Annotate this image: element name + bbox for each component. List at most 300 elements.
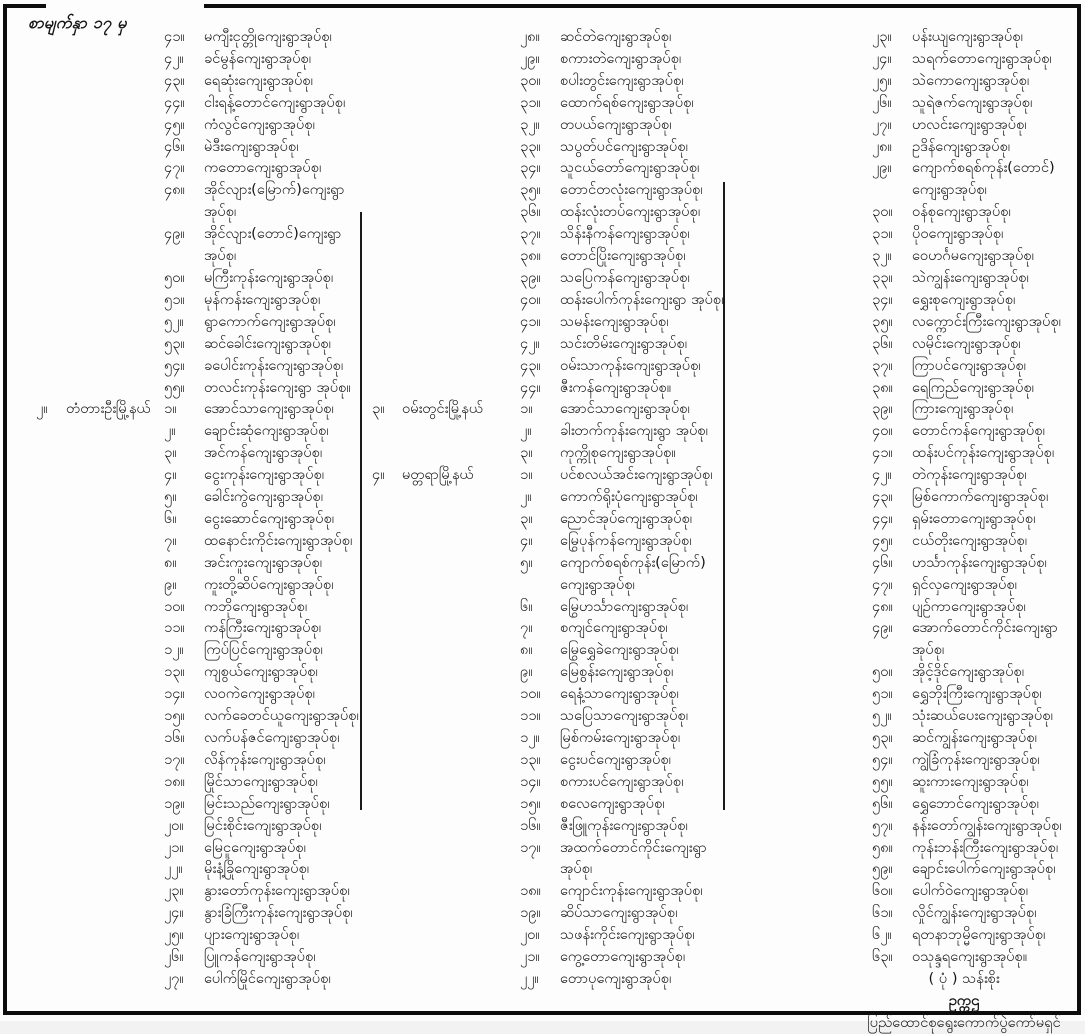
township-name: မတ္တရာမြို့နယ် — [402, 466, 474, 484]
township-number: ၂။ — [36, 400, 48, 418]
village-item — [520, 749, 730, 771]
item-number: ၂၇။ — [872, 115, 892, 133]
item-name: မြိုင်သာကျေးရွာအုပ်စု၊ — [204, 772, 318, 790]
item-name: ကျစွယ်ကျေးရွာအုပ်စု၊ — [204, 663, 318, 681]
village-item — [520, 398, 730, 420]
village-item — [164, 420, 368, 442]
village-item — [872, 661, 1082, 683]
item-name: ခင်မွန်ကျေးရွာအုပ်စု၊ — [204, 49, 312, 67]
village-item — [520, 136, 730, 158]
village-item — [872, 596, 1082, 618]
village-item — [872, 333, 1082, 355]
item-number: ၃၃။ — [520, 137, 541, 155]
item-name: မကျီးငုတ္တိုကျေးရွာအုပ်စု၊ — [204, 28, 332, 45]
item-name: အောင်သာကျေးရွာအုပ်စု၊ — [204, 400, 334, 418]
item-number: ၇။ — [520, 619, 533, 637]
village-item — [164, 267, 368, 289]
item-number: ၅၂။ — [872, 707, 892, 725]
item-number: ၃။ — [164, 444, 177, 462]
item-number: ၁၀။ — [520, 685, 541, 703]
village-item — [872, 727, 1082, 749]
item-name: လက်ခေတင်ယူကျေးရွာအုပ်စု၊ — [204, 707, 359, 725]
village-item — [164, 442, 368, 464]
item-name: ချောင်းပေါက်ကျေးရွာအုပ်စု၊ — [912, 860, 1056, 878]
item-name: ပြူကန်ကျေးရွာအုပ်စု၊ — [204, 948, 316, 966]
village-item — [164, 639, 368, 661]
village-item — [164, 92, 368, 114]
item-name: တပယ်ကျေးရွာအုပ်စု၊ — [560, 115, 672, 133]
village-item — [520, 727, 730, 749]
item-name: မြစ်ကောက်ကျေးရွာအုပ်စု၊ — [912, 488, 1049, 506]
village-item — [164, 793, 368, 815]
village-item — [872, 880, 1082, 902]
village-item — [520, 815, 730, 837]
item-number: ၂၃။ — [872, 28, 892, 45]
item-number: ၄၀။ — [520, 290, 541, 308]
item-number: ၅။ — [520, 553, 533, 571]
item-number: ၆။ — [164, 509, 177, 527]
item-name: ဇီးကန်ကျေးရွာအုပ်စု။ — [560, 378, 672, 396]
item-name: ကူးတို့ဆိပ်ကျေးရွာအုပ်စု၊ — [204, 575, 334, 593]
item-name: လဝကဲကျေးရွာအုပ်စု၊ — [204, 685, 315, 703]
item-name: ကျောက်စရစ်ကုန်း(မြောက်) ကျေးရွာအုပ်စု၊ — [560, 553, 706, 593]
item-name: အိုင့်ဒိုင်ကျေးရွာအုပ်စု၊ — [912, 663, 1025, 681]
village-item — [872, 420, 1082, 442]
item-name: သုံးဆယ်ပေးကျေးရွာအုပ်စု၊ — [912, 707, 1053, 725]
item-name: သပွတ်ပင်ကျေးရွာအုပ်စု၊ — [560, 137, 688, 155]
column-divider-1 — [360, 212, 362, 810]
village-item — [872, 617, 1082, 661]
item-number: ၂၄။ — [164, 904, 184, 922]
village-item — [520, 946, 730, 968]
item-name: ထန်းပင်ကုန်းကျေးရွာအုပ်စု၊ — [912, 444, 1055, 462]
item-name: ခါးတက်ကုန်းကျေးရွာ အုပ်စု၊ — [560, 422, 708, 440]
village-item — [872, 815, 1082, 837]
item-number: ၅၈။ — [872, 838, 893, 856]
township-block — [36, 398, 368, 989]
village-item — [164, 552, 368, 574]
item-number: ၈။ — [520, 641, 533, 659]
item-name: ကျောင်းကုန်းကျေးရွာအုပ်စု၊ — [560, 882, 703, 900]
item-name: ဆင်ခေါင်းကျေးရွာအုပ်စု၊ — [204, 334, 331, 352]
item-name: မြွေပုန်ကန်ကျေးရွာအုပ်စု၊ — [560, 531, 692, 549]
item-number: ၄၁။ — [872, 444, 893, 462]
item-number: ၃၀။ — [520, 71, 541, 89]
item-number: ၃၄။ — [520, 159, 541, 177]
item-name: ဆူးကားကျေးရွာအုပ်စု၊ — [912, 772, 1029, 790]
township-label — [36, 398, 164, 420]
item-number: ၂၂။ — [164, 860, 183, 878]
item-number: ၂၅။ — [164, 926, 184, 944]
item-name: ရေကြည်ကျေးရွာအုပ်စု၊ — [912, 378, 1034, 396]
village-item — [872, 136, 1082, 158]
item-number: ၂၅။ — [872, 71, 892, 89]
village-item — [872, 311, 1082, 333]
item-number: ၁၅။ — [520, 794, 541, 812]
item-name: ဝသုန္ဒရကျေးရွာအုပ်စု။ — [912, 948, 1028, 966]
item-number: ၁၆။ — [164, 729, 185, 746]
item-number: ၅။ — [164, 488, 177, 506]
village-item — [872, 683, 1082, 705]
item-name: ပင်စလယ်အင်းကျေးရွာအုပ်စု၊ — [560, 466, 713, 484]
village-item — [520, 552, 730, 596]
village-item — [872, 837, 1082, 859]
item-name: ပျဉ်ကာကျေးရွာအုပ်စု၊ — [912, 597, 1026, 615]
village-item — [520, 617, 730, 639]
village-item — [520, 48, 730, 70]
item-number: ၅၄။ — [164, 356, 185, 374]
item-number: ၄၉။ — [872, 619, 893, 637]
item-number: ၁၆။ — [520, 816, 541, 834]
village-item — [164, 837, 368, 859]
township-name: ဝမ်းတွင်းမြို့နယ် — [402, 400, 484, 418]
village-item — [520, 377, 730, 399]
item-number: ၃၅။ — [520, 181, 541, 199]
item-number: ၃၁။ — [520, 93, 541, 111]
item-name: ရေဆုံးကျေးရွာအုပ်စု၊ — [204, 71, 313, 89]
township-block — [872, 26, 1082, 968]
village-item — [520, 26, 730, 48]
village-item — [164, 727, 368, 749]
scan-notch — [46, 0, 204, 9]
item-number: ၄၄။ — [872, 509, 893, 527]
item-name: မြွေရွှေခဲကျေးရွာအုပ်စု၊ — [560, 641, 679, 659]
item-name: အိုင်လျား(မြောက်)ကျေးရွာ အုပ်စု၊ — [204, 181, 345, 221]
village-item — [872, 946, 1082, 968]
column-1 — [36, 26, 368, 990]
village-item — [520, 267, 730, 289]
village-item — [520, 70, 730, 92]
item-number: ၁၃။ — [520, 750, 541, 768]
item-number: ၃၀။ — [872, 203, 893, 221]
item-number: ၄၆။ — [164, 137, 185, 155]
item-number: ၂၈။ — [872, 137, 892, 155]
item-name: ငွေးကုန်းကျေးရွာအုပ်စု၊ — [204, 466, 325, 484]
item-number: ၂၃။ — [164, 882, 184, 900]
item-name: မြင်းသည်ကျေးရွာအုပ်စု၊ — [204, 794, 330, 812]
item-number: ၁၉။ — [520, 904, 541, 922]
item-number: ၁၇။ — [164, 750, 185, 768]
item-number: ၄၂။ — [520, 334, 540, 352]
item-name: တောင်ကန်ကျေးရွာအုပ်စု၊ — [912, 422, 1045, 440]
item-number: ၁၀။ — [164, 597, 185, 615]
village-item — [872, 70, 1082, 92]
item-name: နွားတော်ကုန်းကျေးရွာအုပ်စု၊ — [204, 882, 350, 900]
item-number: ၃။ — [520, 444, 533, 462]
item-number: ၁၈။ — [520, 882, 541, 900]
village-item — [872, 749, 1082, 771]
item-number: ၅၅။ — [164, 378, 185, 396]
village-item — [520, 92, 730, 114]
item-number: ၃၄။ — [872, 290, 893, 308]
village-item — [164, 858, 368, 880]
item-number: ၃၉။ — [872, 400, 893, 418]
village-item — [872, 92, 1082, 114]
item-number: ၆၁။ — [872, 904, 893, 922]
village-item — [872, 267, 1082, 289]
item-number: ၂၉။ — [520, 49, 540, 67]
village-item — [872, 398, 1082, 420]
item-number: ၂။ — [520, 422, 532, 440]
item-number: ၁၄။ — [520, 772, 541, 790]
item-name: သပြေသာကျေးရွာအုပ်စု၊ — [560, 707, 689, 725]
item-number: ၉။ — [520, 663, 533, 681]
item-name: ဆိပ်သာကျေးရွာအုပ်စု၊ — [560, 904, 678, 922]
village-item — [164, 157, 368, 179]
item-number: ၅၄။ — [872, 750, 893, 768]
township-block — [372, 398, 730, 464]
item-name: ကြပ်ပြင်ကျေးရွာအုပ်စု၊ — [204, 641, 323, 659]
item-number: ၄၅။ — [872, 531, 893, 549]
item-name: ကန်ကြီးကျေးရွာအုပ်စု၊ — [204, 619, 322, 637]
signature-block — [838, 968, 1085, 1034]
item-number: ၃၁။ — [872, 225, 893, 243]
item-number: ၁။ — [520, 400, 533, 418]
township-block — [372, 464, 730, 990]
village-item — [872, 289, 1082, 311]
item-number: ၁၉။ — [164, 794, 185, 812]
item-number: ၅၃။ — [164, 334, 185, 352]
item-name: ကံလွင်ကျေးရွာအုပ်စု၊ — [204, 115, 315, 133]
signature-name: ( ပုံ ) သန်းစိုး — [928, 969, 1000, 987]
item-name: ကတောကျေးရွာအုပ်စု၊ — [204, 159, 322, 177]
item-name: ကျွဲခြံကုန်းကျေးရွာအုပ်စု၊ — [912, 750, 1040, 768]
item-number: ၁။ — [164, 400, 177, 418]
village-item — [164, 48, 368, 70]
village-item — [520, 333, 730, 355]
village-item — [872, 48, 1082, 70]
item-name: ဟင်္သာကုန်းကျေးရွာအုပ်စု၊ — [912, 553, 1047, 571]
village-item — [872, 464, 1082, 486]
item-name: သရက်တောကျေးရွာအုပ်စု၊ — [912, 49, 1052, 67]
village-list — [164, 26, 368, 398]
village-item — [164, 289, 368, 311]
village-item — [872, 486, 1082, 508]
village-item — [520, 924, 730, 946]
item-number: ၄၈။ — [872, 597, 893, 615]
item-name: အိုင်လျား(တောင်)ကျေးရွာ အုပ်စု၊ — [204, 225, 342, 265]
item-name: သူငယ်တော်ကျေးရွာအုပ်စု၊ — [560, 159, 700, 177]
item-name: သင်းတိမ်းကျေးရွာအုပ်စု၊ — [560, 334, 687, 352]
item-number: ၅၇။ — [872, 816, 893, 834]
township-block — [372, 26, 730, 398]
item-number: ၄၁။ — [164, 28, 185, 45]
item-name: ပေါက်မြိုင်ကျေးရွာအုပ်စု၊ — [204, 969, 331, 987]
item-name: ရတနာဘုမ္မိကျေးရွာအုပ်စု၊ — [912, 926, 1046, 944]
village-item — [164, 136, 368, 158]
item-number: ၂၉။ — [872, 159, 892, 177]
item-name: တောင်ပြိုးကျေးရွာအုပ်စု၊ — [560, 247, 686, 265]
item-name: စကျင်ကျေးရွာအုပ်စု၊ — [560, 619, 668, 637]
item-number: ၄၇။ — [164, 159, 185, 177]
item-name: ဝန်စုကျေးရွာအုပ်စု၊ — [912, 203, 1011, 221]
item-name: ပိုဝကျေးရွာအုပ်စု၊ — [912, 225, 1004, 243]
item-number: ၅၀။ — [872, 663, 893, 681]
item-number: ၂။ — [520, 488, 532, 506]
item-number: ၆။ — [520, 597, 533, 615]
item-number: ၈။ — [164, 553, 177, 571]
item-name: မိုးနံ့ခြိုကျေးရွာအုပ်စု၊ — [204, 860, 310, 878]
item-name: ဇီးဖြူကုန်းကျေးရွာအုပ်စု၊ — [560, 816, 688, 834]
village-item — [872, 442, 1082, 464]
village-item — [520, 508, 730, 530]
item-number: ၅၁။ — [872, 685, 893, 703]
village-item — [164, 486, 368, 508]
item-name: မြေစွန်းကျေးရွာအုပ်စု၊ — [560, 663, 674, 681]
township-label — [372, 464, 520, 486]
village-item — [872, 201, 1082, 223]
item-name: သဲကောကျေးရွာအုပ်စု၊ — [912, 71, 1030, 89]
item-name: ဆင်တဲကျေးရွာအုပ်စု၊ — [560, 28, 672, 45]
village-item — [164, 508, 368, 530]
village-item — [164, 179, 368, 223]
village-item — [872, 508, 1082, 530]
item-number: ၃၅။ — [872, 312, 893, 330]
item-number: ၅၉။ — [872, 860, 893, 878]
village-item — [164, 749, 368, 771]
village-list — [872, 26, 1082, 968]
item-name: ရွှေဘောင်ကျေးရွာအုပ်စု၊ — [912, 794, 1039, 812]
item-name: ဝမ်းသာကုန်းကျေးရွာအုပ်စု၊ — [560, 356, 701, 374]
village-item — [164, 596, 368, 618]
item-name: ရေနံ့သာကျေးရွာအုပ်စု၊ — [560, 685, 679, 703]
item-number: ၄၄။ — [520, 378, 541, 396]
village-item — [872, 552, 1082, 574]
item-name: ငွေးပင်ကျေးရွာအုပ်စု၊ — [560, 750, 671, 768]
item-number: ၄၂။ — [872, 466, 892, 484]
item-number: ၄။ — [164, 466, 177, 484]
item-number: ၄၅။ — [164, 115, 185, 133]
item-name: အထက်တောင်ကိုင်းကျေးရွာ အုပ်စု၊ — [560, 838, 707, 878]
continued-from-page-note: စာမျက်နှာ ၁၇ မှ — [28, 13, 127, 32]
item-name: ထောက်ရစ်ကျေးရွာအုပ်စု၊ — [560, 93, 694, 111]
village-item — [872, 223, 1082, 245]
item-name: ရှင်လှကျေးရွာအုပ်စု၊ — [912, 575, 1017, 593]
item-name: သဖန်းကိုင်းကျေးရွာအုပ်စု၊ — [560, 926, 695, 944]
item-number: ၃၇။ — [520, 225, 541, 243]
item-name: အောင်သာကျေးရွာအုပ်စု၊ — [560, 400, 690, 418]
village-list — [520, 26, 730, 398]
item-number: ၄၃။ — [520, 356, 541, 374]
item-name: ငွေးဆောင်ကျေးရွာအုပ်စု၊ — [204, 509, 335, 527]
item-number: ၂၄။ — [872, 49, 892, 67]
item-name: ခပေါင်းကုန်းကျေးရွာအုပ်စု၊ — [204, 356, 344, 374]
village-item — [164, 661, 368, 683]
village-item — [872, 157, 1082, 201]
item-number: ၄၈။ — [164, 181, 185, 199]
item-name: ရှမ်းတောကျေးရွာအုပ်စု၊ — [912, 509, 1036, 527]
item-name: ကြားကျေးရွာအုပ်စု၊ — [912, 400, 1014, 418]
item-number: ၃၆။ — [520, 203, 541, 221]
item-number: ၁၅။ — [164, 707, 185, 725]
village-item — [520, 683, 730, 705]
item-name: အင်ကန်ကျေးရွာအုပ်စု၊ — [204, 444, 323, 462]
item-name: လိန်ကုန်းကျေးရွာအုပ်စု၊ — [204, 750, 326, 768]
village-item — [872, 574, 1082, 596]
village-item — [164, 574, 368, 596]
village-item — [520, 793, 730, 815]
village-list — [520, 398, 730, 464]
column-2-blocks — [372, 26, 730, 990]
item-number: ၁။ — [520, 466, 533, 484]
village-item — [520, 355, 730, 377]
item-name: နန်းတော်ကျွန်းကျေးရွာအုပ်စု၊ — [912, 816, 1062, 834]
item-number: ၄၂။ — [164, 49, 184, 67]
village-item — [872, 377, 1082, 399]
item-name: မဲဒီးကျေးရွာအုပ်စု၊ — [204, 137, 299, 155]
item-number: ၄၄။ — [164, 93, 185, 111]
item-number: ၁၂။ — [164, 641, 184, 659]
item-number: ၂၆။ — [872, 93, 892, 111]
item-name: လက္ကောင်းကြီးကျေးရွာအုပ်စု၊ — [912, 312, 1061, 330]
item-number: ၄၃။ — [164, 71, 185, 89]
item-number: ၃၈။ — [520, 247, 541, 265]
column-2 — [372, 26, 730, 990]
item-number: ၄၆။ — [872, 553, 893, 571]
village-item — [520, 837, 730, 881]
item-name: သပြေကန်ကျေးရွာအုပ်စု၊ — [560, 268, 690, 286]
village-item — [164, 924, 368, 946]
village-item — [520, 245, 730, 267]
village-item — [520, 771, 730, 793]
column-1-blocks — [36, 26, 368, 990]
item-name: ပန်းယျကျေးရွာအုပ်စု၊ — [912, 28, 1023, 45]
village-item — [520, 639, 730, 661]
item-number: ၅၆။ — [872, 794, 893, 812]
item-name: ရွာကောက်ကျေးရွာအုပ်စု၊ — [204, 312, 336, 330]
village-item — [520, 705, 730, 727]
item-name: မြေငူကျေးရွာအုပ်စု၊ — [204, 838, 306, 856]
village-item — [872, 924, 1082, 946]
column-3-blocks — [872, 26, 1082, 968]
item-name: တလင်းကုန်းကျေးရွာ အုပ်စု။ — [204, 378, 351, 396]
village-item — [872, 355, 1082, 377]
item-number: ၂။ — [164, 422, 176, 440]
item-number: ၁၂။ — [520, 729, 540, 746]
village-item — [164, 815, 368, 837]
item-number: ၂၀။ — [520, 926, 540, 944]
village-list — [164, 398, 368, 989]
village-item — [872, 26, 1082, 48]
item-number: ၃၆။ — [872, 334, 893, 352]
item-name: မကြီးကုန်းကျေးရွာအုပ်စု၊ — [204, 268, 334, 286]
item-name: ဝေဟင်္ဂမကျေးရွာအုပ်စု၊ — [912, 247, 1034, 265]
item-name: မုန်ကန်းကျေးရွာအုပ်စု၊ — [204, 290, 321, 308]
village-item — [520, 486, 730, 508]
column-3 — [867, 26, 1082, 1034]
village-item — [872, 245, 1082, 267]
item-name: ကြာပင်ကျေးရွာအုပ်စု၊ — [912, 356, 1026, 374]
item-name: အောက်တောင်ကိုင်းကျေးရွာ အုပ်စု၊ — [912, 619, 1058, 659]
village-item — [872, 858, 1082, 880]
village-item — [164, 398, 368, 420]
item-number: ၄၁။ — [520, 312, 541, 330]
column-divider-2 — [723, 182, 725, 810]
township-number: ၃။ — [372, 400, 385, 418]
item-number: ၅၅။ — [872, 772, 893, 790]
item-number: ၄၀။ — [872, 422, 893, 440]
item-name: သမန်းကျေးရွာအုပ်စု၊ — [560, 312, 669, 330]
village-item — [164, 902, 368, 924]
item-name: ပျားကျေးရွာအုပ်စု၊ — [204, 926, 300, 944]
item-number: ၁၁။ — [520, 707, 541, 725]
item-name: စပါးတွင်းကျေးရွာအုပ်စု၊ — [560, 71, 684, 89]
item-number: ၂၇။ — [164, 969, 184, 987]
item-number: ၄၃။ — [872, 488, 893, 506]
item-number: ၇။ — [164, 531, 177, 549]
item-name: ကုက္ကိုစုကျေးရွာအုပ်စု။ — [560, 444, 676, 462]
item-number: ၂၁။ — [520, 948, 540, 966]
